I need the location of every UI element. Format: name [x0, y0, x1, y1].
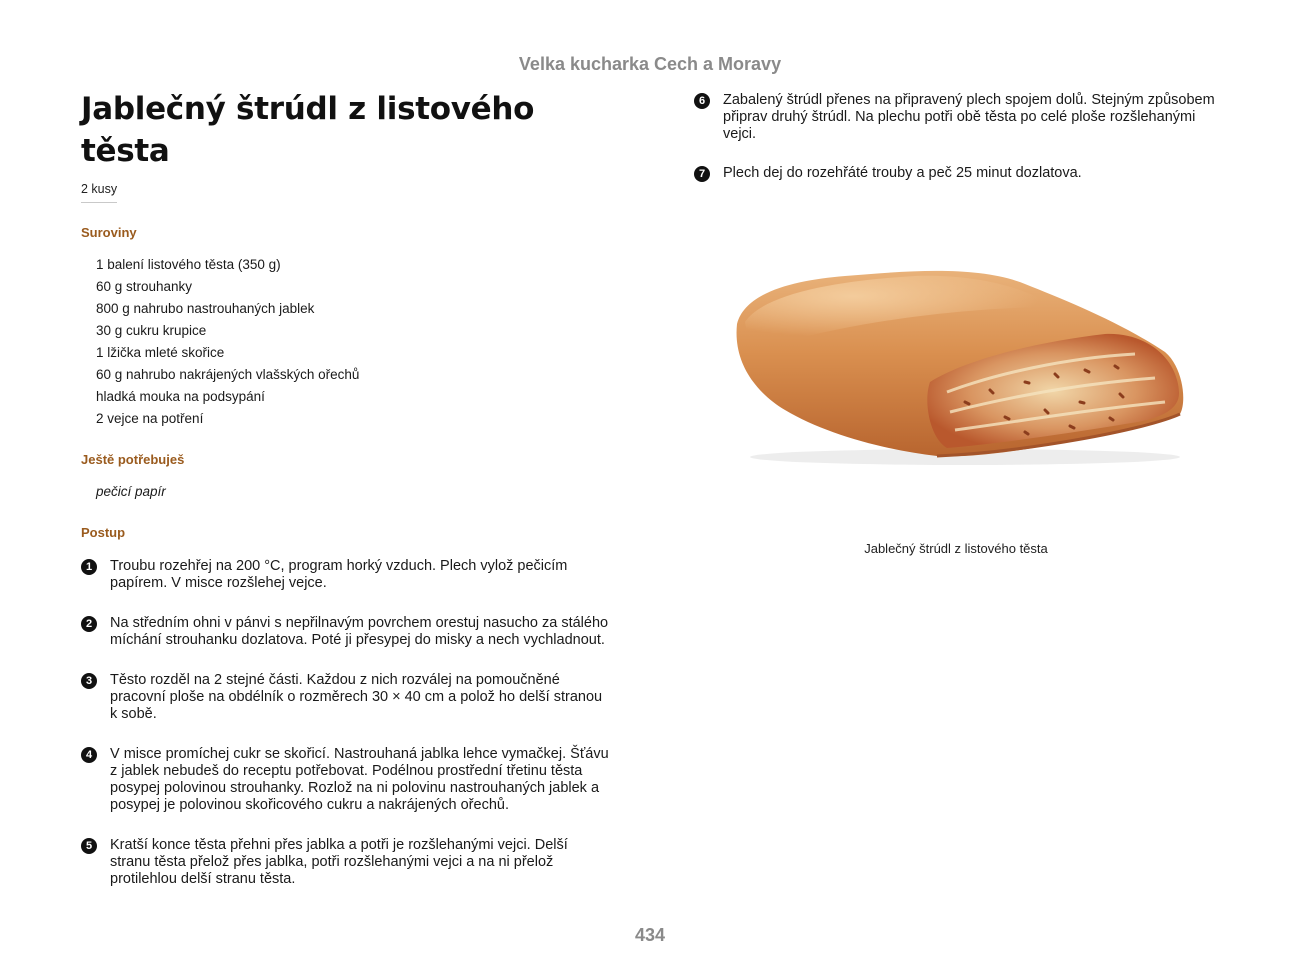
- step-text: Těsto rozděl na 2 stejné části. Každou z nich rozválej na pomoučněné pracovní ploše na obdélník o rozměrech 30 × 40 cm a polož ho delší stranou k sobě.: [110, 672, 603, 722]
- method-step: [81, 746, 610, 814]
- ingredient-item: 800 g nahrubo nastrouhaných jablek: [96, 301, 315, 316]
- step-text: Zabalený štrúdl přenes na připravený plech spojem dolů. Stejným způsobem připrav druhý štrúdl. Na plechu potři obě těsta po celé ploše rozšlehanými vejci.: [723, 92, 1215, 142]
- method-step: [694, 165, 1228, 182]
- method-step: [81, 615, 610, 649]
- method-step: [81, 837, 610, 888]
- recipe-right-column: [694, 92, 1234, 204]
- ingredient-item: 1 lžička mleté skořice: [96, 345, 225, 360]
- method-heading: Postup: [81, 525, 126, 540]
- step-number-badge: 6: [694, 93, 710, 109]
- equipment-heading: Ještě potřebuješ: [81, 452, 185, 467]
- method-steps-left: [81, 558, 621, 888]
- step-number-badge: 7: [694, 166, 710, 182]
- step-number-badge: 2: [81, 616, 97, 632]
- step-number-badge: 4: [81, 747, 97, 763]
- book-title: Velka kucharka Cech a Moravy: [518, 54, 782, 74]
- ingredient-item: 2 vejce na potření: [96, 411, 204, 426]
- step-text: Kratší konce těsta přehni přes jablka a potři je rozšlehanými vejci. Delší stranu těsta přelož přes jablka, potři rozšlehanými vejci a na ni přelož protilehlou delší stranu těsta.: [110, 837, 568, 887]
- method-step: [81, 672, 610, 723]
- ingredient-item: hladká mouka na podsypání: [96, 389, 265, 404]
- recipe-yield: 2 kusy: [81, 182, 117, 203]
- step-text: Na středním ohni v pánvi s nepřilnavým povrchem orestuj nasucho za stálého míchání strouhanku dozlatova. Poté ji přesypej do misky a nech vychladnout.: [110, 615, 609, 648]
- equipment-list: [96, 481, 621, 503]
- photo-caption: Jablečný štrúdl z listového těsta: [864, 541, 1048, 556]
- step-number-badge: 1: [81, 559, 97, 575]
- page-number: 434: [634, 925, 666, 945]
- ingredient-item: 60 g strouhanky: [96, 279, 193, 294]
- step-text: Plech dej do rozehřáté trouby a peč 25 minut dozlatova.: [723, 165, 1082, 181]
- ingredients-list: [96, 254, 621, 430]
- step-number-badge: 3: [81, 673, 97, 689]
- step-number-badge: 5: [81, 838, 97, 854]
- method-steps-right: [694, 92, 1234, 182]
- step-text: V misce promíchej cukr se skořicí. Nastrouhaná jablka lehce vymačkej. Šťávu z jablek nebudeš do receptu potřebovat. Podélnou prostřední třetinu těsta posypej polovinou strouhanky. Rozlož na ni polovinu nastrouhaných jablek a posypej je polovinou skořicového cukru a nakrájených ořechů.: [110, 746, 609, 813]
- strudel-photo: [725, 262, 1190, 467]
- method-step: [694, 92, 1228, 143]
- ingredient-item: 60 g nahrubo nakrájených vlašských ořechů: [96, 367, 360, 382]
- ingredients-heading: Suroviny: [81, 225, 137, 240]
- recipe-title: Jablečný štrúdl z listového těsta: [81, 91, 535, 169]
- recipe-left-column: [81, 88, 621, 911]
- ingredient-item: 1 balení listového těsta (350 g): [96, 257, 281, 272]
- equipment-item: pečicí papír: [96, 484, 166, 499]
- ingredient-item: 30 g cukru krupice: [96, 323, 207, 338]
- step-text: Troubu rozehřej na 200 °C, program horký vzduch. Plech vylož pečicím papírem. V misce rozšlehej vejce.: [110, 558, 568, 591]
- method-step: [81, 558, 610, 592]
